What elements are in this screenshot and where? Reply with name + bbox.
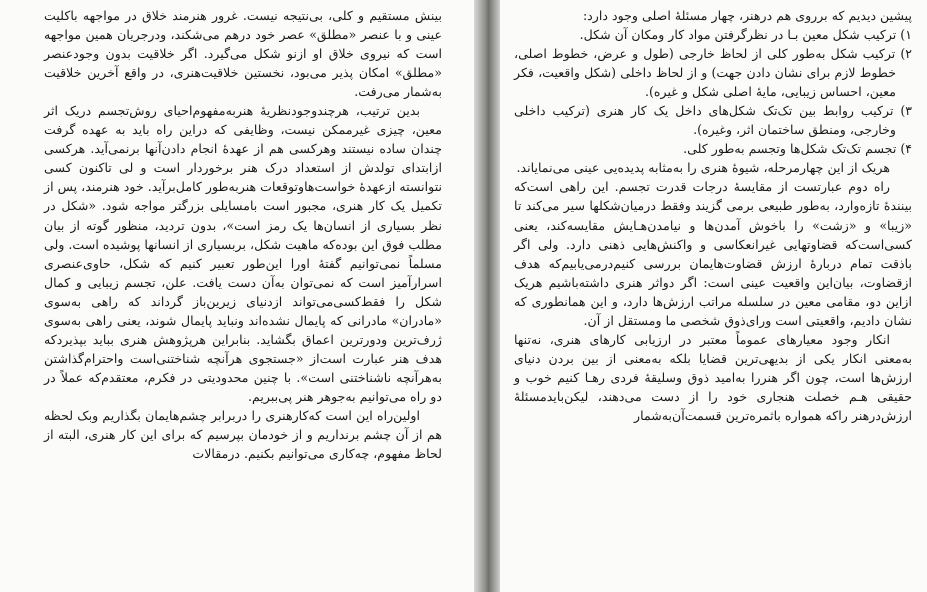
list-item-1: ۱) ترکیب شکل معین بـا در نظرگرفتن مواد کار ومکان آن شکل. [579,27,912,43]
book-gutter [474,0,500,592]
right-paragraph-3: انکار وجود معیارهای عموماً معتبر در ارزیابی کارهای هنری، نه‌تنها به‌معنی انکار یکی از بدیهی‌ترین قضایا بلکه به‌معنی از بین بردن دنیای ارزش‌ها است، چون اگر هنررا به‌امید ذوق وسلیقهٔ فردی رهـا کنیم خوب و حقیقی هـم خصلت هنجاری خود را از دست می‌دهند، لیکن‌بایدمسئلهٔ ارزش‌درهنر راکه همواره باثمره‌ترین قسمت‌آن‌به‌شمار [514,331,912,423]
left-paragraph-1: بینش مستقیم و کلی، بی‌نتیجه نیست. غرور هنرمند خلاق در مواجهه باکلیت عینی و با عنصر «مطلق» عصر خود درهم می‌شکند، ودرجریان همین مواجهه است که نیروی خلاق او ازنو شکل می‌گیرد. اگر خلاقیت بدون وجودعنصر «مطلق» امکان پذیر می‌بود، نخستین خلاقیت‌هنری، در واقع آخرین خلاقیت به‌شمار می‌رفت. [44,8,442,100]
left-paragraph-2: بدین ترتیب، هرچندوجودنظریهٔ هنربه‌مفهوم‌احیای روش‌تجسم دریک اثر معین، چیزی غیرممکن نیست، وظایفی که دراین راه باید به عهده گرفت چندان ساده نیستند وهرکسی هم از عهدهٔ انجام دادن‌آنها برنمی‌آید. هرکسی ازابتدای تولدش از استعداد درک هنر برخوردار است و لی تاکنون کسی نتوانسته ازعهدهٔ خواست‌هاوتوقعات هنربه‌طور کامل‌برآید. خود هنرمند، پس از تکمیل یک کار هنری، مجبور است بامسایلی بزرگتر مواجه شود. «شکل در نظر بسیاری از انسان‌ها یک رمز است»، بدون تردید، منظور گوته از بیان مطلب فوق این بوده‌که ماهیت شکل، بربسیاری از انسانها پوشیده است. ولی مسلماً نمی‌توانیم گفتهٔ اورا این‌طور تعبیر کنیم که شکل، حاوی‌عنصری اسرارآمیز است که نمی‌توان به‌آن دست یافت. علن، تجسم زیبایی و کمال شکل را فقط‌کسی‌می‌تواند ازدنیای زیرین‌باز گرداند که راهی به‌سوی «مادران» مادرانی که پایمال نشده‌اند ونباید پایمال شوند، یعنی راهی به‌سوی ژرف‌ترین ودورترین اعماق بگشاید. بنابراین هرپژوهش هنری بباید بپذیرد‌که هدف هنر عبارت است‌از «جستجوی هرآنچه شناختنی‌است واحترام‌گذاشتن به‌هرآنچه ناشناختنی است». با چنین محدودیتی در فکرم، معتقدم‌که عملاً در دو راه می‌توانیم به‌جوهر هنر پی‌ببریم. [44,103,442,404]
list-item-2: ۲) ترکیب شکل به‌طور کلی از لحاظ خارجی (طول و عرض، خطوط اصلی، خطوط لازم برای نشان دادن جهت) و از لحاظ داخلی (شکل واقعیت، فکر معین، احساس زیبایی، مایهٔ اصلی شکل و غیره). [514,46,912,100]
right-intro: پیشین دیدیم که برروی هم درهنر، چهار مسئلهٔ اصلی وجود دارد: [582,8,912,23]
left-page-text [44,6,442,463]
right-page-text [514,6,912,425]
list-item-4: ۴) تجسم تک‌تک شکل‌ها وتجسم به‌طور کلی. [683,141,912,157]
left-paragraph-3: اولین‌راه این است که‌کارهنری را دربرابر چشم‌هایمان بگذاریم وبک لحظه هم از آن چشم برنداریم و از خودمان بپرسیم که برای این کار هنری، البته از لحاظ مفهوم، چه‌کاری می‌توانیم بکنیم. درمقالات [44,407,442,462]
right-paragraph-1: هریک از این چهارمرحله، شیوهٔ هنری را به‌مثابه پدیده‌یی عینی می‌نمایاند. [516,160,890,176]
list-item-3: ۳) ترکیب روابط بین تک‌تک شکل‌های داخل یک کار هنری (ترکیب داخلی وخارجی، ومنطق ساختمان اثر، وغیره). [514,103,912,138]
right-paragraph-2: راه دوم عبارتست از مقایسهٔ درجات قدرت تجسم. این راهی است‌که بینندهٔ تازه‌وارد، به‌طور طبیعی برمی گزیند وفقط درمیان‌شکلها سیر می‌کند تا «زیبا» و «زشت» را باخوش آمدن‌ها و نیامدن‌هـایش مقایسه‌کند، یعنی کسی‌است‌که قضاوتهایی غیرانعکاسی و واکنش‌هایی ذهنی دارد. ولی اگر باذقت تمام دربارهٔ ارزش قضاوت‌هایمان بررسی کنیم‌درمی‌یابیم‌که هدف ازقضاوت، بیان‌این واقعیت عینی است: اگر دواثر هنری داشته‌باشیم هریک ازاین دو، مقامی معین در سلسله مراتب ارزش‌ها دارد، و این همانطوری که نشان دادیم، واقعیتی است ورای‌ذوق شخصی ما ومستقل از آن. [514,179,912,328]
right-page [500,0,927,592]
